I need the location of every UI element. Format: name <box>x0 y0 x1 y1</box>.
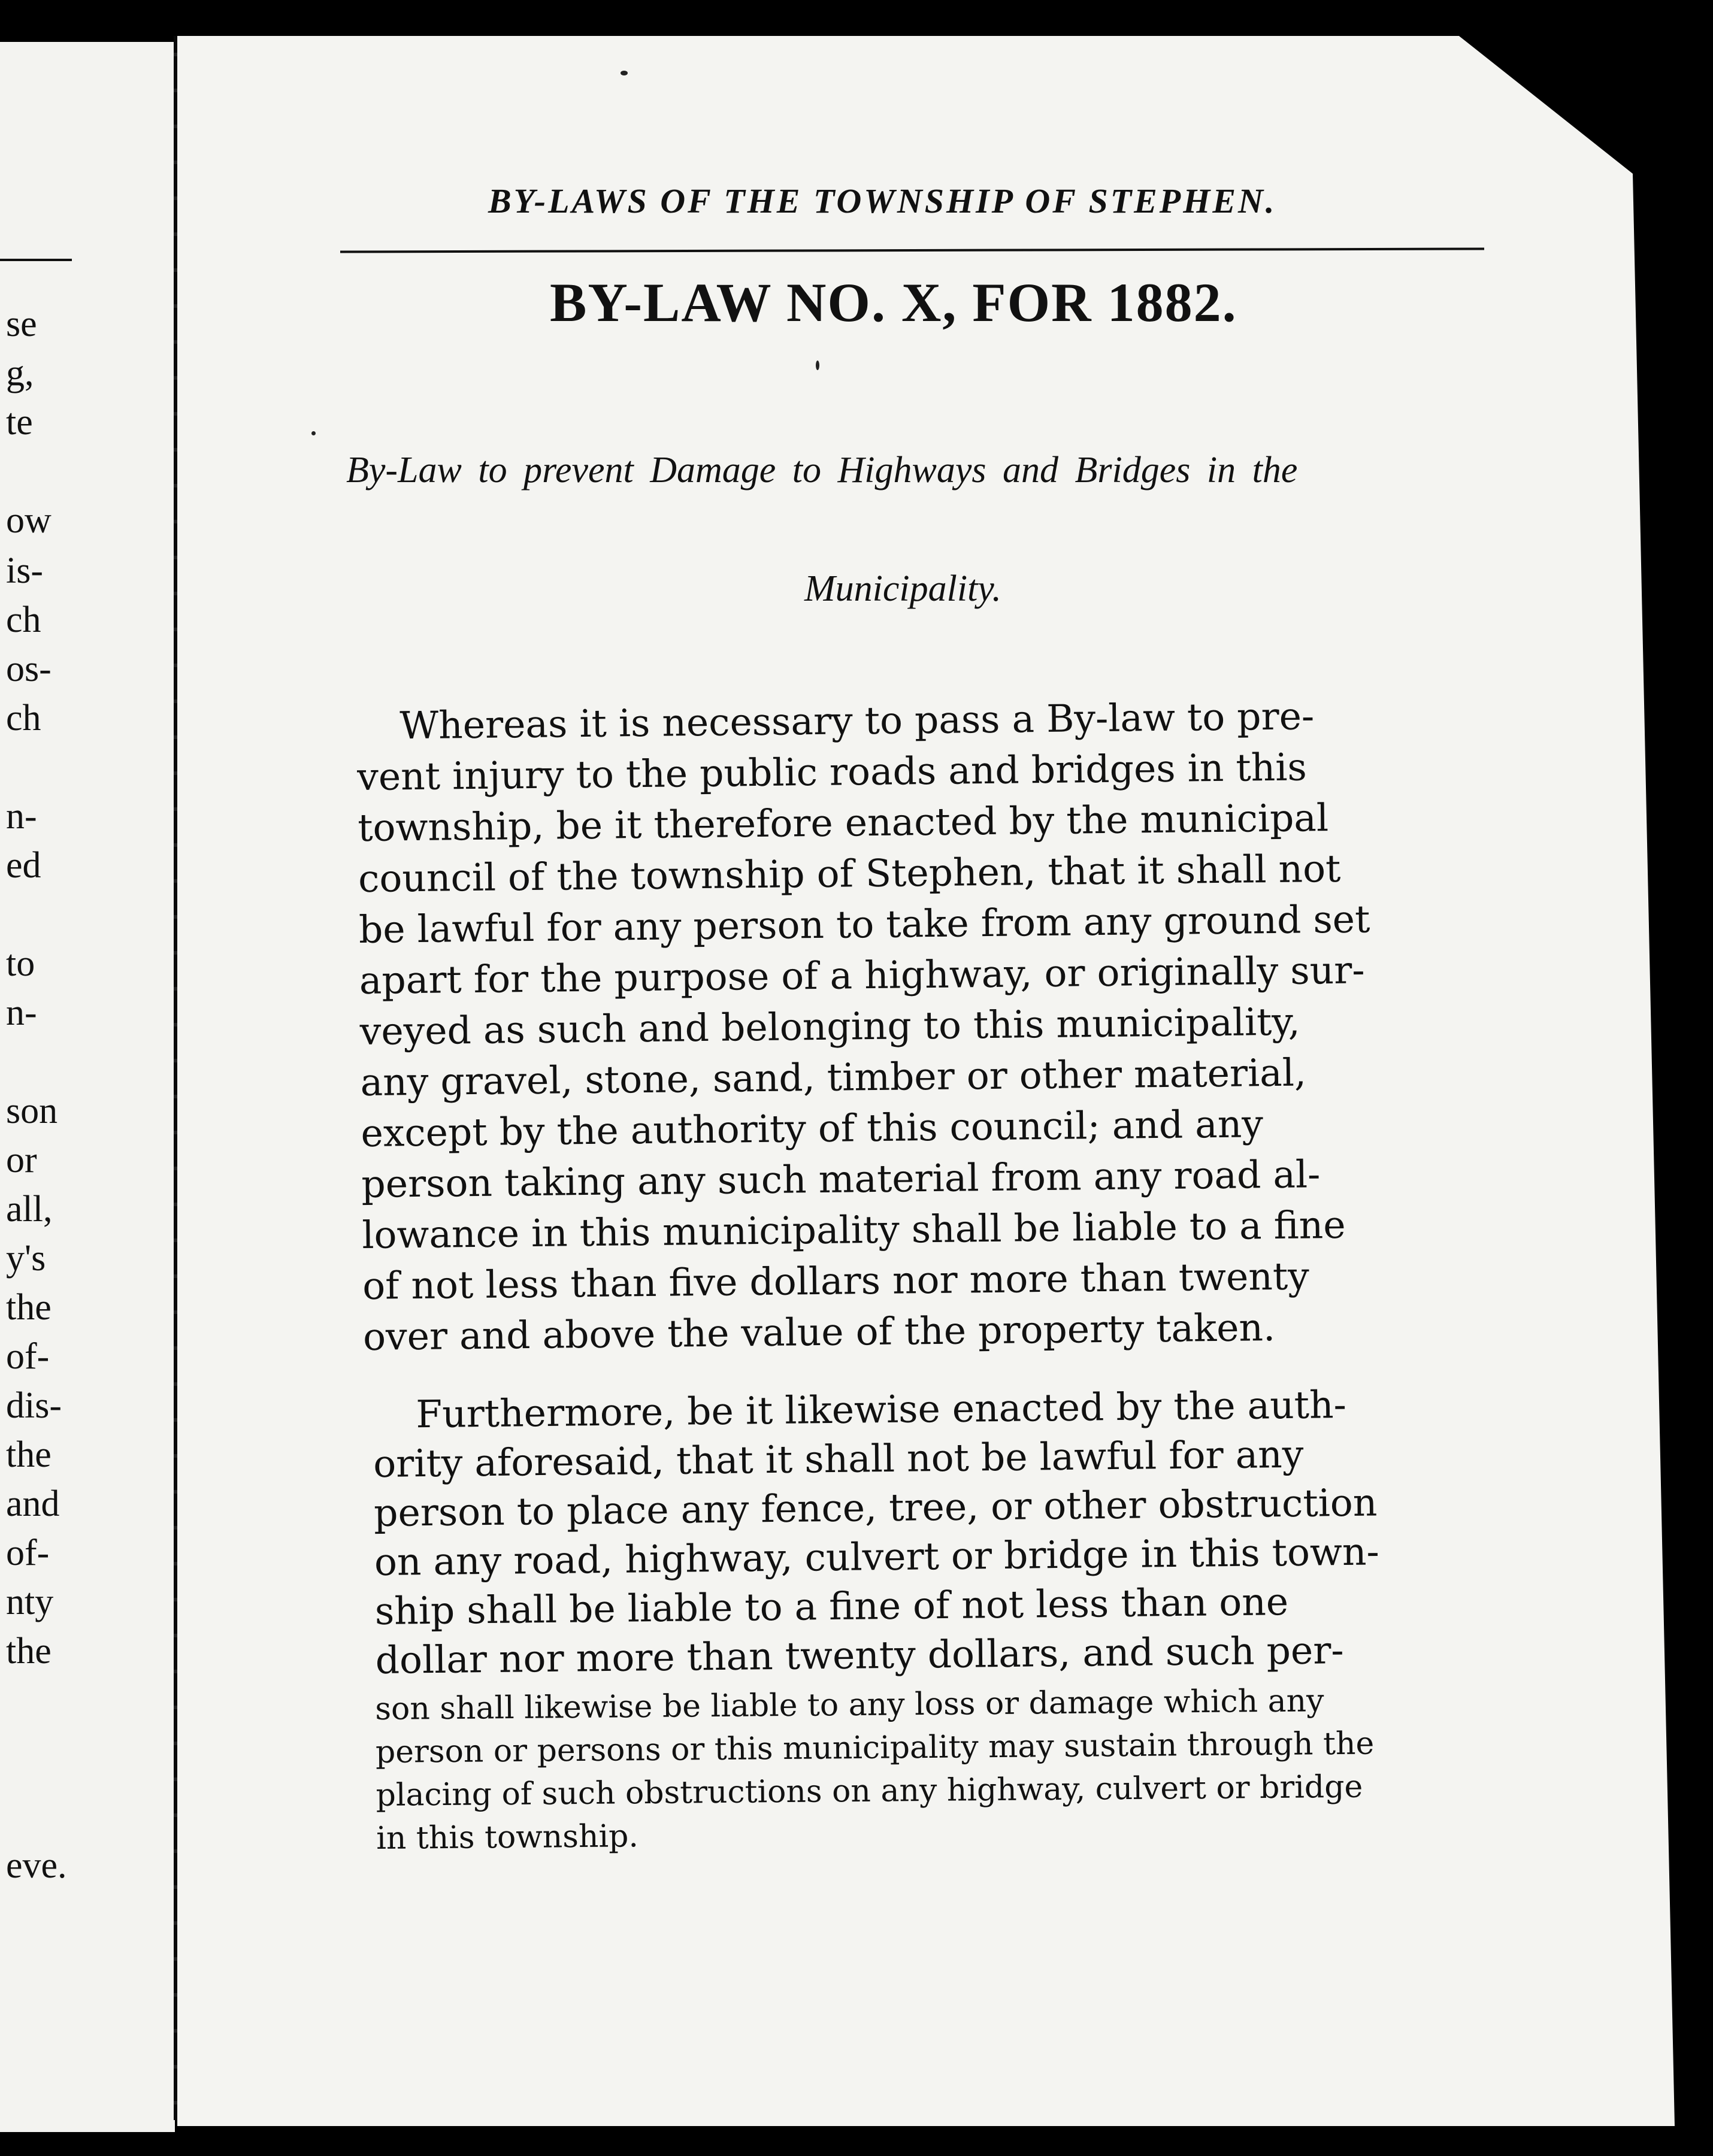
text-line: apart for the purpose of a highway, or originally sur- <box>359 948 1365 1003</box>
facing-page-text: g, <box>6 353 34 393</box>
facing-page-text: os- <box>6 649 52 689</box>
text-line: ority aforesaid, that it shall not be lawful for any <box>373 1432 1304 1486</box>
text-line: any gravel, stone, sand, timber or other material, <box>360 1050 1307 1104</box>
facing-page-text: or <box>6 1140 37 1180</box>
facing-page-text: of- <box>6 1533 50 1573</box>
facing-page-text: son <box>6 1091 58 1131</box>
text-line: person taking any such material from any road al- <box>361 1152 1321 1206</box>
facing-page-text: dis- <box>6 1385 62 1426</box>
text-line: over and above the value of the property taken. <box>362 1305 1276 1359</box>
text-line: person or persons or this municipality may sustain through the <box>375 1725 1375 1770</box>
text-line: son shall likewise be liable to any loss or damage which any <box>375 1683 1324 1727</box>
text-line: lowance in this municipality shall be liable to a fine <box>361 1203 1346 1257</box>
text-line: council of the township of Stephen, that it shall not <box>358 846 1341 901</box>
text-line: veyed as such and belonging to this municipality, <box>359 1000 1300 1053</box>
text-line: of not less than five dollars nor more than twenty <box>362 1254 1310 1308</box>
scan-speck <box>621 71 628 75</box>
facing-page-text: of- <box>6 1336 50 1377</box>
facing-page-text: eve. <box>6 1845 67 1886</box>
facing-page-text: the <box>6 1434 52 1475</box>
facing-page-text: the <box>6 1287 52 1328</box>
text-line: dollar nor more than twenty dollars, and such per- <box>375 1628 1345 1682</box>
facing-page-text: se <box>6 304 37 344</box>
text-line: Furthermore, be it likewise enacted by the auth- <box>416 1382 1347 1437</box>
text-line: ship shall be liable to a fine of not less than one <box>374 1580 1289 1633</box>
text-line: be lawful for any person to take from any ground set <box>358 897 1370 952</box>
text-line: in this township. <box>376 1818 639 1857</box>
facing-page-text: nty <box>6 1582 54 1622</box>
page-title: BY-LAW NO. X, FOR 1882. <box>550 272 1237 333</box>
page-gutter <box>174 36 177 2120</box>
facing-page-text: and <box>6 1483 60 1524</box>
facing-page-text: y's <box>6 1238 46 1279</box>
facing-page-rule <box>0 259 72 261</box>
text-line: Whereas it is necessary to pass a By-law to pre- <box>400 694 1315 748</box>
facing-page-text: all, <box>6 1189 53 1230</box>
paragraph-furthermore <box>373 1380 1381 1685</box>
facing-page-text: te <box>6 402 33 443</box>
text-line: person to place any fence, tree, or other obstruction <box>373 1480 1378 1535</box>
facing-page-text: ow <box>6 500 52 541</box>
facing-page-text: ed <box>6 845 41 886</box>
facing-page-text: is- <box>6 550 43 591</box>
subtitle-line: By-Law to prevent Damage to Highways and Bridges in the <box>346 450 1298 490</box>
paragraph-whereas <box>356 690 1375 1362</box>
running-header: BY-LAWS OF THE TOWNSHIP OF STEPHEN. <box>488 181 1277 220</box>
facing-page-fragment <box>0 42 175 2132</box>
facing-page-text: n- <box>6 992 37 1033</box>
text-line: vent injury to the public roads and bridges in this <box>356 745 1308 799</box>
text-line: on any road, highway, culvert or bridge in this town- <box>374 1530 1380 1584</box>
paragraph-furthermore-continued <box>375 1679 1375 1860</box>
facing-page-text: the <box>6 1631 52 1671</box>
text-line: except by the authority of this council; and any <box>361 1102 1264 1155</box>
facing-page-text: to <box>6 943 35 984</box>
subtitle-line: Municipality. <box>804 568 1001 609</box>
facing-page-text: n- <box>6 796 37 837</box>
scan-speck <box>311 431 316 435</box>
text-line: township, be it therefore enacted by the municipal <box>357 796 1329 850</box>
text-line: placing of such obstructions on any highway, culvert or bridge <box>376 1769 1363 1813</box>
facing-page-text: ch <box>6 599 41 640</box>
facing-page-text: ch <box>6 698 41 738</box>
scan-speck <box>816 361 819 370</box>
